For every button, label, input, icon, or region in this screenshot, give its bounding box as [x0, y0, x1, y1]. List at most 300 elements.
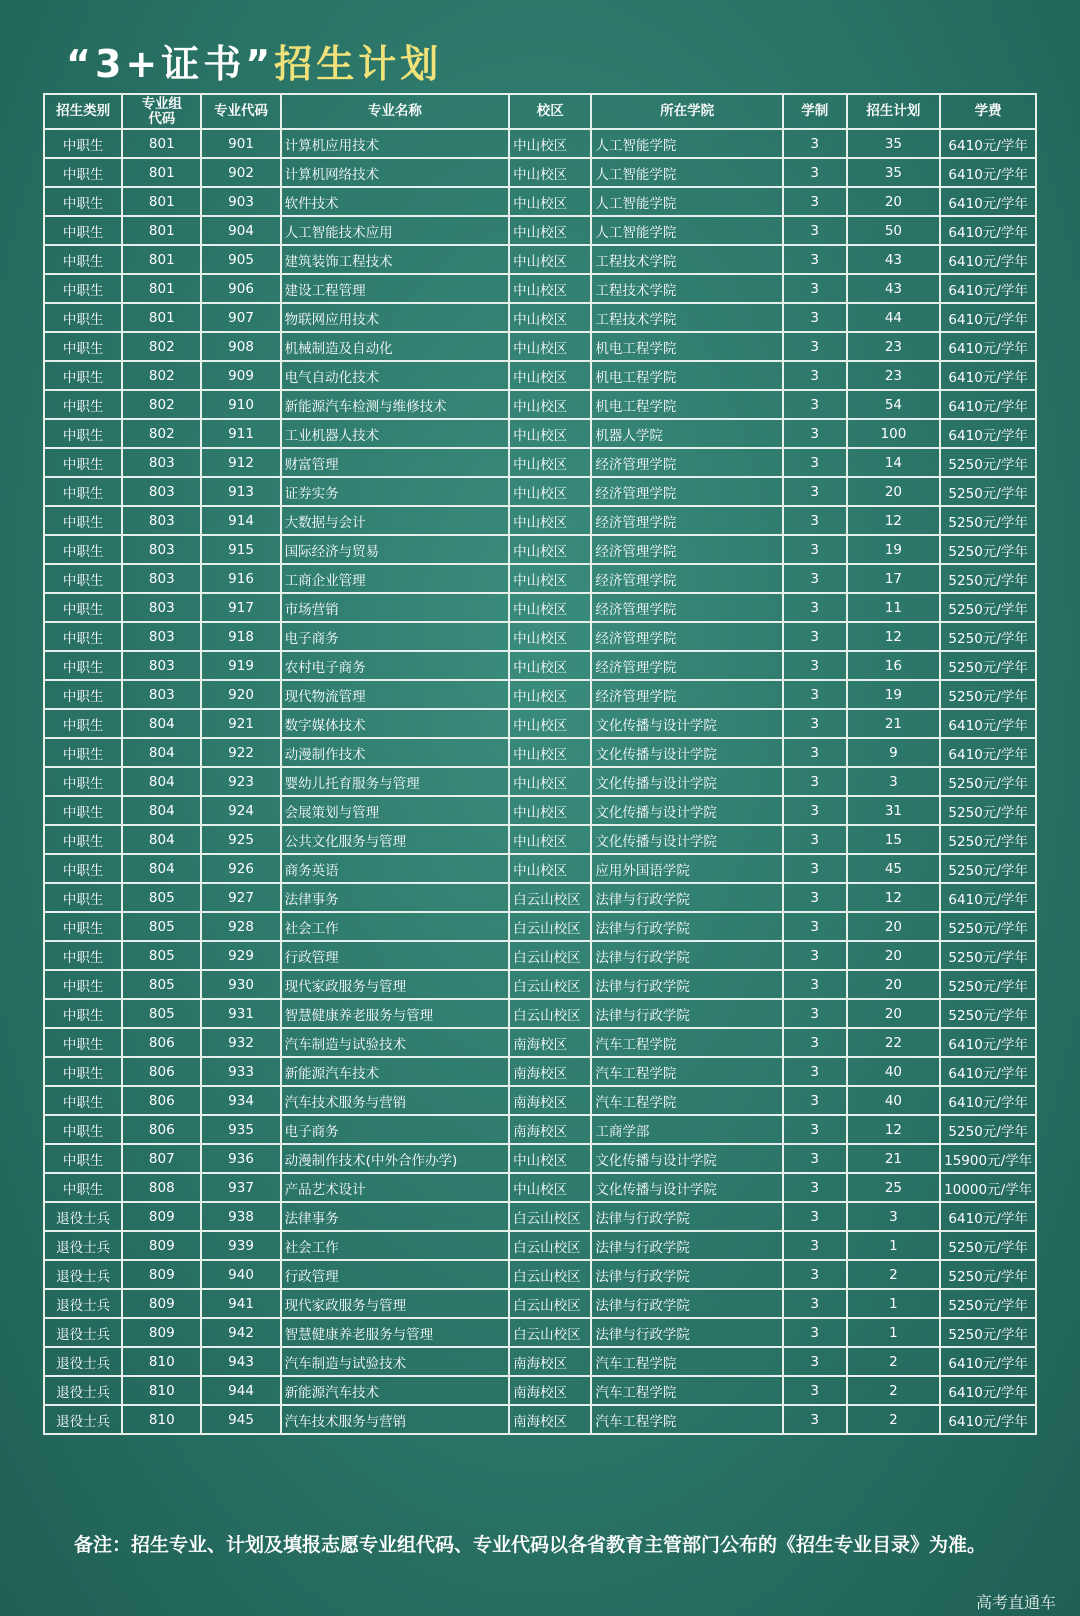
cell-college: 工商学部	[591, 1115, 782, 1144]
cell-campus: 白云山校区	[509, 912, 591, 941]
cell-major-code: 939	[201, 1231, 280, 1260]
cell-group-code: 803	[122, 477, 201, 506]
cell-category: 中职生	[44, 999, 122, 1028]
table-row	[44, 274, 1036, 303]
cell-college: 机电工程学院	[591, 332, 782, 361]
cell-college: 人工智能学院	[591, 158, 782, 187]
table-row	[44, 1173, 1036, 1202]
cell-plan: 1	[847, 1318, 941, 1347]
cell-tuition: 5250元/学年	[940, 535, 1036, 564]
cell-group-code: 803	[122, 535, 201, 564]
enrollment-plan-table-container	[43, 93, 1037, 1435]
cell-duration: 3	[783, 158, 847, 187]
cell-plan: 19	[847, 680, 941, 709]
cell-major-code: 935	[201, 1115, 280, 1144]
cell-plan: 12	[847, 883, 941, 912]
cell-college: 文化传播与设计学院	[591, 709, 782, 738]
cell-campus: 中山校区	[509, 332, 591, 361]
cell-category: 退役士兵	[44, 1202, 122, 1231]
cell-major-code: 942	[201, 1318, 280, 1347]
cell-college: 法律与行政学院	[591, 912, 782, 941]
table-row	[44, 912, 1036, 941]
cell-major-name: 财富管理	[281, 448, 509, 477]
cell-major-code: 915	[201, 535, 280, 564]
cell-category: 中职生	[44, 593, 122, 622]
cell-major-name: 动漫制作技术	[281, 738, 509, 767]
cell-major-code: 923	[201, 767, 280, 796]
cell-group-code: 805	[122, 883, 201, 912]
cell-tuition: 5250元/学年	[940, 593, 1036, 622]
cell-major-name: 工业机器人技术	[281, 419, 509, 448]
cell-major-name: 法律事务	[281, 883, 509, 912]
cell-major-name: 行政管理	[281, 941, 509, 970]
cell-category: 退役士兵	[44, 1260, 122, 1289]
cell-tuition: 5250元/学年	[940, 1260, 1036, 1289]
cell-campus: 南海校区	[509, 1028, 591, 1057]
cell-campus: 中山校区	[509, 477, 591, 506]
cell-major-code: 929	[201, 941, 280, 970]
cell-category: 中职生	[44, 303, 122, 332]
cell-major-code: 914	[201, 506, 280, 535]
cell-major-name: 工商企业管理	[281, 564, 509, 593]
cell-tuition: 5250元/学年	[940, 506, 1036, 535]
cell-college: 汽车工程学院	[591, 1376, 782, 1405]
cell-major-name: 计算机网络技术	[281, 158, 509, 187]
cell-tuition: 5250元/学年	[940, 680, 1036, 709]
footnote: 备注：招生专业、计划及填报志愿专业组代码、专业代码以各省教育主管部门公布的《招生专业目录》为准。	[74, 1534, 987, 1556]
cell-tuition: 5250元/学年	[940, 622, 1036, 651]
cell-college: 法律与行政学院	[591, 1231, 782, 1260]
cell-category: 退役士兵	[44, 1231, 122, 1260]
table-row	[44, 883, 1036, 912]
cell-college: 工程技术学院	[591, 245, 782, 274]
cell-college: 汽车工程学院	[591, 1086, 782, 1115]
cell-major-name: 物联网应用技术	[281, 303, 509, 332]
table-row	[44, 1405, 1036, 1434]
cell-duration: 3	[783, 1405, 847, 1434]
cell-tuition: 6410元/学年	[940, 709, 1036, 738]
table-row	[44, 709, 1036, 738]
cell-tuition: 6410元/学年	[940, 332, 1036, 361]
cell-major-name: 电气自动化技术	[281, 361, 509, 390]
cell-category: 中职生	[44, 1086, 122, 1115]
cell-plan: 20	[847, 187, 941, 216]
cell-category: 中职生	[44, 158, 122, 187]
cell-category: 中职生	[44, 1144, 122, 1173]
cell-major-code: 917	[201, 593, 280, 622]
cell-college: 文化传播与设计学院	[591, 767, 782, 796]
cell-college: 经济管理学院	[591, 622, 782, 651]
cell-group-code: 810	[122, 1347, 201, 1376]
cell-major-name: 现代物流管理	[281, 680, 509, 709]
table-row	[44, 158, 1036, 187]
cell-major-code: 905	[201, 245, 280, 274]
cell-group-code: 809	[122, 1318, 201, 1347]
cell-duration: 3	[783, 1347, 847, 1376]
cell-category: 中职生	[44, 622, 122, 651]
cell-campus: 中山校区	[509, 680, 591, 709]
table-row	[44, 1289, 1036, 1318]
cell-plan: 12	[847, 622, 941, 651]
cell-tuition: 5250元/学年	[940, 912, 1036, 941]
cell-campus: 白云山校区	[509, 941, 591, 970]
cell-major-code: 902	[201, 158, 280, 187]
cell-major-code: 904	[201, 216, 280, 245]
cell-campus: 中山校区	[509, 129, 591, 158]
cell-group-code: 802	[122, 332, 201, 361]
cell-group-code: 809	[122, 1202, 201, 1231]
cell-campus: 中山校区	[509, 506, 591, 535]
cell-plan: 3	[847, 1202, 941, 1231]
cell-group-code: 804	[122, 854, 201, 883]
cell-plan: 2	[847, 1347, 941, 1376]
cell-college: 文化传播与设计学院	[591, 825, 782, 854]
cell-college: 经济管理学院	[591, 651, 782, 680]
cell-category: 中职生	[44, 1173, 122, 1202]
cell-campus: 南海校区	[509, 1376, 591, 1405]
cell-plan: 20	[847, 912, 941, 941]
header-category: 招生类别	[44, 94, 122, 129]
cell-category: 退役士兵	[44, 1376, 122, 1405]
cell-college: 汽车工程学院	[591, 1028, 782, 1057]
cell-category: 中职生	[44, 129, 122, 158]
cell-duration: 3	[783, 738, 847, 767]
cell-major-name: 建筑装饰工程技术	[281, 245, 509, 274]
header-major-name: 专业名称	[281, 94, 509, 129]
cell-tuition: 6410元/学年	[940, 1057, 1036, 1086]
cell-campus: 中山校区	[509, 796, 591, 825]
cell-campus: 白云山校区	[509, 1289, 591, 1318]
cell-tuition: 5250元/学年	[940, 564, 1036, 593]
cell-duration: 3	[783, 767, 847, 796]
cell-campus: 南海校区	[509, 1115, 591, 1144]
cell-major-name: 社会工作	[281, 1231, 509, 1260]
cell-tuition: 6410元/学年	[940, 245, 1036, 274]
cell-duration: 3	[783, 1144, 847, 1173]
cell-major-code: 916	[201, 564, 280, 593]
cell-duration: 3	[783, 187, 847, 216]
cell-campus: 中山校区	[509, 361, 591, 390]
cell-plan: 21	[847, 709, 941, 738]
cell-tuition: 10000元/学年	[940, 1173, 1036, 1202]
cell-category: 中职生	[44, 1028, 122, 1057]
cell-duration: 3	[783, 796, 847, 825]
cell-plan: 44	[847, 303, 941, 332]
cell-major-name: 新能源汽车技术	[281, 1057, 509, 1086]
cell-tuition: 6410元/学年	[940, 216, 1036, 245]
watermark: 高考直通车	[975, 1593, 1056, 1612]
cell-major-name: 数字媒体技术	[281, 709, 509, 738]
cell-plan: 20	[847, 941, 941, 970]
table-row	[44, 999, 1036, 1028]
cell-campus: 中山校区	[509, 158, 591, 187]
cell-campus: 中山校区	[509, 564, 591, 593]
page-title	[66, 38, 442, 90]
cell-tuition: 15900元/学年	[940, 1144, 1036, 1173]
cell-category: 退役士兵	[44, 1289, 122, 1318]
cell-tuition: 5250元/学年	[940, 970, 1036, 999]
cell-major-code: 903	[201, 187, 280, 216]
cell-campus: 中山校区	[509, 1173, 591, 1202]
cell-duration: 3	[783, 854, 847, 883]
cell-major-code: 926	[201, 854, 280, 883]
cell-tuition: 6410元/学年	[940, 158, 1036, 187]
cell-campus: 中山校区	[509, 825, 591, 854]
cell-major-name: 大数据与会计	[281, 506, 509, 535]
cell-group-code: 801	[122, 274, 201, 303]
cell-duration: 3	[783, 1260, 847, 1289]
cell-major-code: 911	[201, 419, 280, 448]
table-row	[44, 1086, 1036, 1115]
cell-college: 法律与行政学院	[591, 1260, 782, 1289]
cell-tuition: 6410元/学年	[940, 738, 1036, 767]
cell-campus: 中山校区	[509, 738, 591, 767]
cell-plan: 21	[847, 1144, 941, 1173]
cell-major-name: 汽车技术服务与营销	[281, 1086, 509, 1115]
cell-group-code: 802	[122, 361, 201, 390]
cell-duration: 3	[783, 1086, 847, 1115]
cell-campus: 中山校区	[509, 245, 591, 274]
cell-plan: 40	[847, 1086, 941, 1115]
cell-major-name: 社会工作	[281, 912, 509, 941]
cell-college: 工程技术学院	[591, 303, 782, 332]
cell-duration: 3	[783, 1376, 847, 1405]
cell-campus: 中山校区	[509, 767, 591, 796]
cell-tuition: 6410元/学年	[940, 1028, 1036, 1057]
cell-college: 文化传播与设计学院	[591, 1144, 782, 1173]
cell-duration: 3	[783, 390, 847, 419]
cell-major-name: 市场营销	[281, 593, 509, 622]
cell-duration: 3	[783, 825, 847, 854]
cell-group-code: 805	[122, 941, 201, 970]
cell-campus: 白云山校区	[509, 1202, 591, 1231]
cell-major-name: 现代家政服务与管理	[281, 1289, 509, 1318]
cell-group-code: 801	[122, 158, 201, 187]
cell-category: 中职生	[44, 506, 122, 535]
cell-major-code: 928	[201, 912, 280, 941]
table-row	[44, 1260, 1036, 1289]
header-group-code-text: 专业组代码	[141, 95, 183, 127]
cell-tuition: 5250元/学年	[940, 448, 1036, 477]
cell-duration: 3	[783, 970, 847, 999]
cell-major-name: 国际经济与贸易	[281, 535, 509, 564]
cell-category: 中职生	[44, 361, 122, 390]
cell-major-code: 921	[201, 709, 280, 738]
table-row	[44, 680, 1036, 709]
cell-college: 经济管理学院	[591, 564, 782, 593]
cell-college: 机电工程学院	[591, 361, 782, 390]
cell-group-code: 802	[122, 419, 201, 448]
cell-plan: 12	[847, 1115, 941, 1144]
cell-plan: 17	[847, 564, 941, 593]
header-major-code: 专业代码	[201, 94, 280, 129]
table-row	[44, 390, 1036, 419]
cell-duration: 3	[783, 622, 847, 651]
cell-plan: 20	[847, 477, 941, 506]
cell-college: 经济管理学院	[591, 593, 782, 622]
cell-college: 经济管理学院	[591, 448, 782, 477]
cell-plan: 3	[847, 767, 941, 796]
cell-plan: 12	[847, 506, 941, 535]
cell-tuition: 6410元/学年	[940, 303, 1036, 332]
cell-plan: 2	[847, 1260, 941, 1289]
cell-major-code: 938	[201, 1202, 280, 1231]
cell-group-code: 803	[122, 448, 201, 477]
cell-tuition: 6410元/学年	[940, 1405, 1036, 1434]
cell-duration: 3	[783, 477, 847, 506]
cell-duration: 3	[783, 941, 847, 970]
cell-group-code: 803	[122, 680, 201, 709]
cell-tuition: 5250元/学年	[940, 854, 1036, 883]
table-row	[44, 216, 1036, 245]
cell-major-code: 922	[201, 738, 280, 767]
cell-plan: 20	[847, 999, 941, 1028]
cell-tuition: 5250元/学年	[940, 651, 1036, 680]
cell-college: 法律与行政学院	[591, 999, 782, 1028]
cell-campus: 中山校区	[509, 390, 591, 419]
cell-major-code: 913	[201, 477, 280, 506]
cell-category: 中职生	[44, 941, 122, 970]
table-row	[44, 1144, 1036, 1173]
cell-college: 法律与行政学院	[591, 1289, 782, 1318]
table-row	[44, 593, 1036, 622]
cell-campus: 中山校区	[509, 1144, 591, 1173]
cell-group-code: 802	[122, 390, 201, 419]
cell-plan: 14	[847, 448, 941, 477]
cell-group-code: 803	[122, 622, 201, 651]
cell-plan: 40	[847, 1057, 941, 1086]
cell-group-code: 801	[122, 187, 201, 216]
table-row	[44, 361, 1036, 390]
cell-campus: 中山校区	[509, 622, 591, 651]
cell-duration: 3	[783, 1289, 847, 1318]
header-tuition: 学费	[940, 94, 1036, 129]
cell-duration: 3	[783, 332, 847, 361]
cell-duration: 3	[783, 912, 847, 941]
table-row	[44, 1376, 1036, 1405]
cell-duration: 3	[783, 1057, 847, 1086]
cell-category: 中职生	[44, 187, 122, 216]
cell-campus: 南海校区	[509, 1086, 591, 1115]
cell-category: 中职生	[44, 332, 122, 361]
cell-group-code: 810	[122, 1405, 201, 1434]
cell-group-code: 809	[122, 1260, 201, 1289]
cell-campus: 白云山校区	[509, 970, 591, 999]
cell-group-code: 806	[122, 1028, 201, 1057]
header-group-code	[122, 94, 201, 129]
cell-major-code: 919	[201, 651, 280, 680]
cell-tuition: 6410元/学年	[940, 1202, 1036, 1231]
table-row	[44, 448, 1036, 477]
cell-college: 法律与行政学院	[591, 1318, 782, 1347]
cell-major-name: 软件技术	[281, 187, 509, 216]
cell-group-code: 803	[122, 564, 201, 593]
cell-plan: 19	[847, 535, 941, 564]
cell-tuition: 6410元/学年	[940, 1347, 1036, 1376]
cell-group-code: 803	[122, 593, 201, 622]
table-row	[44, 332, 1036, 361]
cell-college: 应用外国语学院	[591, 854, 782, 883]
cell-duration: 3	[783, 1028, 847, 1057]
cell-college: 人工智能学院	[591, 187, 782, 216]
cell-college: 文化传播与设计学院	[591, 738, 782, 767]
cell-duration: 3	[783, 680, 847, 709]
cell-group-code: 809	[122, 1231, 201, 1260]
cell-tuition: 5250元/学年	[940, 825, 1036, 854]
cell-duration: 3	[783, 1231, 847, 1260]
cell-duration: 3	[783, 1318, 847, 1347]
cell-major-code: 927	[201, 883, 280, 912]
cell-major-name: 商务英语	[281, 854, 509, 883]
cell-major-name: 汽车制造与试验技术	[281, 1028, 509, 1057]
cell-major-name: 动漫制作技术(中外合作办学)	[281, 1144, 509, 1173]
cell-major-name: 现代家政服务与管理	[281, 970, 509, 999]
cell-major-name: 行政管理	[281, 1260, 509, 1289]
cell-college: 经济管理学院	[591, 680, 782, 709]
cell-tuition: 6410元/学年	[940, 883, 1036, 912]
cell-campus: 中山校区	[509, 535, 591, 564]
cell-duration: 3	[783, 303, 847, 332]
cell-major-code: 937	[201, 1173, 280, 1202]
cell-tuition: 5250元/学年	[940, 477, 1036, 506]
cell-tuition: 5250元/学年	[940, 1289, 1036, 1318]
cell-campus: 中山校区	[509, 651, 591, 680]
cell-major-name: 汽车技术服务与营销	[281, 1405, 509, 1434]
cell-major-code: 933	[201, 1057, 280, 1086]
cell-duration: 3	[783, 506, 847, 535]
cell-category: 退役士兵	[44, 1318, 122, 1347]
table-row	[44, 970, 1036, 999]
cell-category: 中职生	[44, 245, 122, 274]
cell-major-name: 婴幼儿托育服务与管理	[281, 767, 509, 796]
cell-tuition: 6410元/学年	[940, 274, 1036, 303]
cell-major-name: 公共文化服务与管理	[281, 825, 509, 854]
header-college: 所在学院	[591, 94, 782, 129]
cell-tuition: 5250元/学年	[940, 1115, 1036, 1144]
cell-college: 汽车工程学院	[591, 1405, 782, 1434]
enrollment-plan-table	[43, 93, 1037, 1435]
cell-duration: 3	[783, 709, 847, 738]
cell-category: 中职生	[44, 767, 122, 796]
cell-major-name: 新能源汽车技术	[281, 1376, 509, 1405]
cell-campus: 白云山校区	[509, 883, 591, 912]
cell-campus: 中山校区	[509, 854, 591, 883]
cell-major-name: 建设工程管理	[281, 274, 509, 303]
cell-category: 中职生	[44, 854, 122, 883]
table-row	[44, 129, 1036, 158]
cell-category: 中职生	[44, 535, 122, 564]
cell-major-name: 汽车制造与试验技术	[281, 1347, 509, 1376]
cell-major-code: 901	[201, 129, 280, 158]
cell-category: 中职生	[44, 883, 122, 912]
cell-group-code: 803	[122, 506, 201, 535]
cell-college: 经济管理学院	[591, 535, 782, 564]
table-row	[44, 477, 1036, 506]
cell-major-name: 农村电子商务	[281, 651, 509, 680]
cell-duration: 3	[783, 419, 847, 448]
cell-tuition: 5250元/学年	[940, 1231, 1036, 1260]
cell-major-name: 智慧健康养老服务与管理	[281, 1318, 509, 1347]
cell-category: 中职生	[44, 477, 122, 506]
cell-duration: 3	[783, 216, 847, 245]
cell-campus: 南海校区	[509, 1405, 591, 1434]
cell-category: 中职生	[44, 448, 122, 477]
table-row	[44, 767, 1036, 796]
cell-category: 中职生	[44, 216, 122, 245]
table-row	[44, 622, 1036, 651]
cell-plan: 11	[847, 593, 941, 622]
table-row	[44, 564, 1036, 593]
